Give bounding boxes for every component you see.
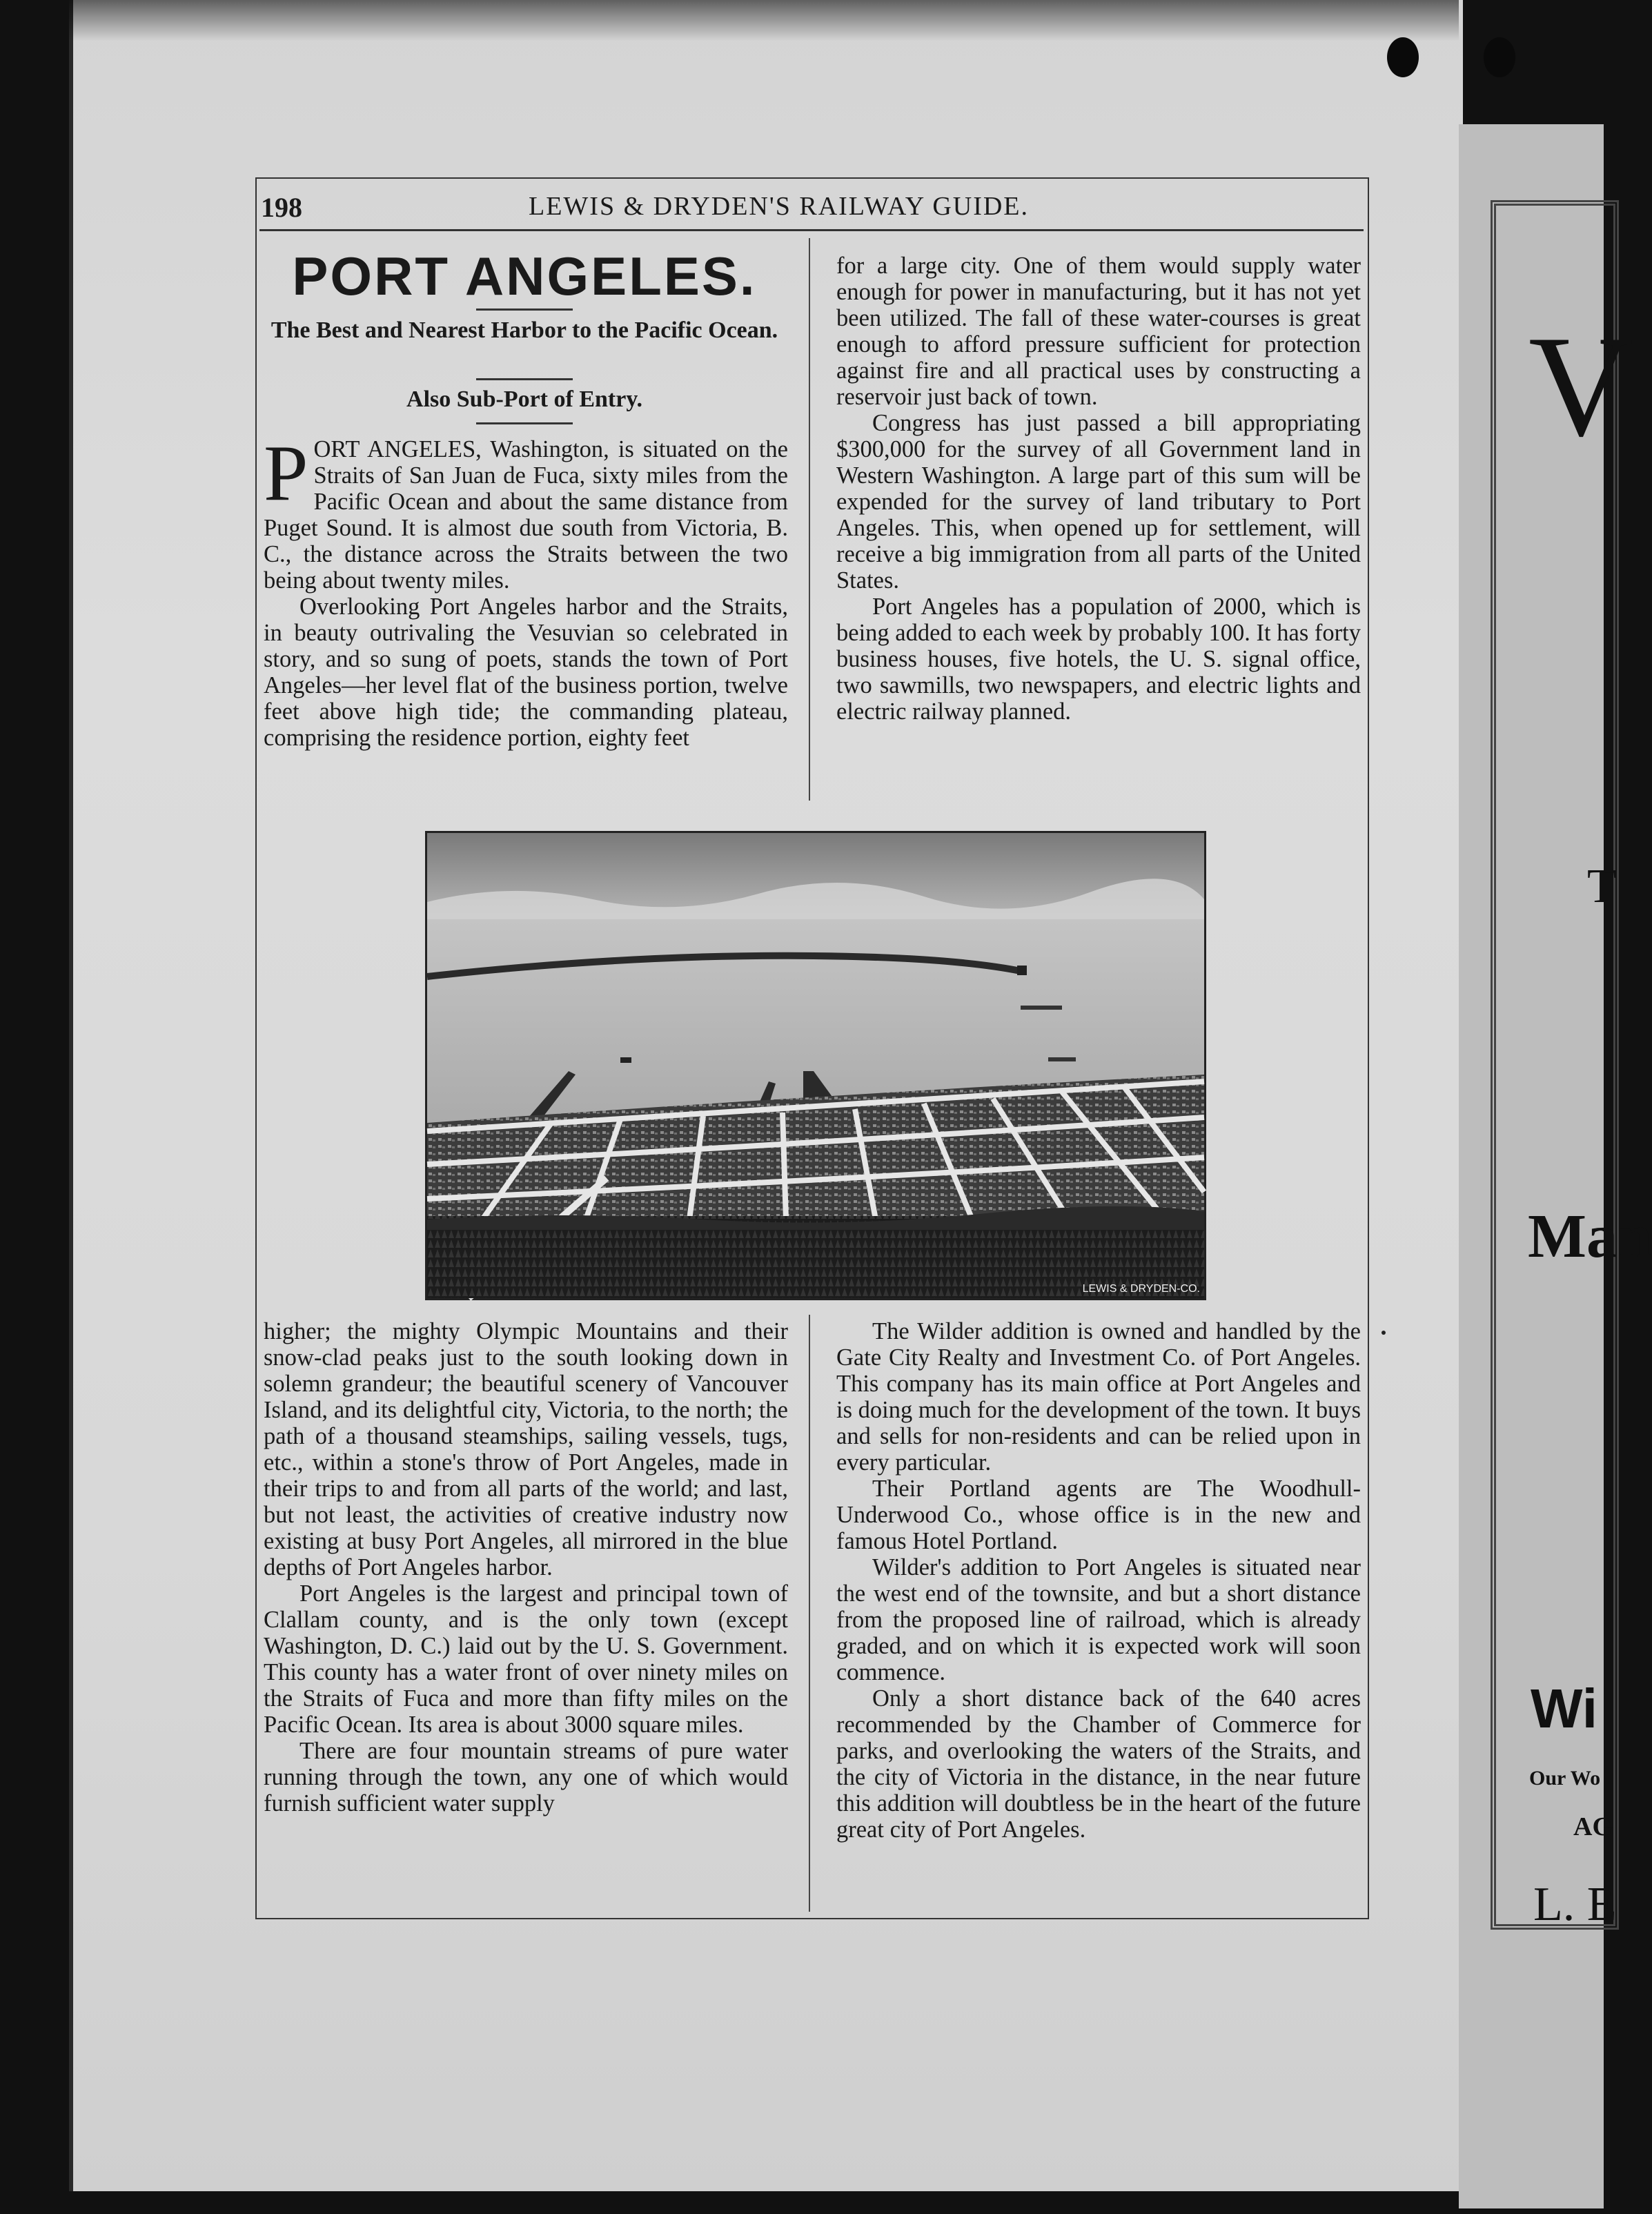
paragraph: Overlooking Port Angeles harbor and the Straits, in beauty outrivaling the Vesuvian so celebrated in story, and so sung of poets, stands the town of Port Angeles—her level flat of the business portion, twelve feet above high tide; the commanding plateau, comprising the residence portion, eighty feet bbox=[264, 594, 788, 751]
punch-hole bbox=[1387, 37, 1419, 77]
paragraph: Port Angeles has a population of 2000, which is being added to each week by probably 100. It has forty business houses, five hotels, the U. S. signal office, two sawmills, two newspapers, and electric lights and electric railway planned. bbox=[836, 594, 1361, 725]
text-column-2 bbox=[836, 253, 1361, 725]
illustration-credit: LEWIS & DRYDEN-CO. bbox=[1082, 1283, 1200, 1295]
adjacent-fragment: T bbox=[1587, 860, 1617, 913]
column-rule bbox=[809, 238, 810, 801]
running-header bbox=[259, 191, 1359, 223]
harbor-engraving bbox=[427, 833, 1204, 1298]
paragraph: Only a short distance back of the 640 acres recommended by the Chamber of Commerce for parks, and overlooking the waters of the Straits, and the city of Victoria in the distance, in the near future this addition will doubtless be in the heart of the future great city of Port Angeles. bbox=[836, 1685, 1361, 1843]
subtitle-rule bbox=[476, 422, 573, 424]
text-column-3 bbox=[264, 1318, 788, 1816]
header-rule bbox=[259, 229, 1364, 231]
paragraph bbox=[264, 429, 788, 594]
adjacent-fragment: V bbox=[1528, 306, 1633, 467]
article-subtitle: The Best and Nearest Harbor to the Pacific Ocean. bbox=[271, 317, 778, 343]
adjacent-fragment: Wi bbox=[1531, 1678, 1598, 1739]
ink-dot bbox=[1381, 1331, 1386, 1335]
running-head-title: LEWIS & DRYDEN'S RAILWAY GUIDE. bbox=[529, 192, 1030, 221]
title-rule bbox=[476, 308, 573, 311]
text-column-4 bbox=[836, 1318, 1361, 1843]
subtitle-rule bbox=[476, 378, 573, 380]
paragraph: for a large city. One of them would supply water enough for power in manufacturing, but it has not yet been utilized. The fall of these water-courses is great enough to afford pressure sufficient for protection against fire and all practical uses by constructing a reservoir just back of town. bbox=[836, 253, 1361, 410]
port-angeles-illustration bbox=[425, 831, 1206, 1300]
page-top-shadow bbox=[69, 0, 1459, 41]
paragraph: The Wilder addition is owned and handled by the Gate City Realty and Investment Co. of Port Angeles. This company has its main office at Port Angeles and is doing much for the development of the town. It buys and sells for non-residents and can be relied upon in every particular. bbox=[836, 1318, 1361, 1476]
page-number: 198 bbox=[261, 192, 302, 223]
text-column-1 bbox=[264, 429, 788, 751]
paragraph: Port Angeles is the largest and principal town of Clallam county, and is the only town (except Washington, D. C.) laid out by the U. S. Government. This county has a water front of over ninety miles on the Straits of Fuca and more than fifty miles on the Pacific Ocean. Its area is about 3000 square miles. bbox=[264, 1580, 788, 1738]
paragraph: Congress has just passed a bill appropriating $300,000 for the survey of all Government land in Western Washington. A large part of this sum will be expended for the survey of land tributary to Port Angeles. This, when opened up for settlement, will receive a big immigration from all parts of the United States. bbox=[836, 410, 1361, 594]
adjacent-fragment: Our Wo bbox=[1529, 1767, 1601, 1790]
drop-cap: P bbox=[264, 429, 308, 518]
paragraph-text: ORT ANGELES, Washington, is situated on the Straits of San Juan de Fuca, sixty miles from the Pacific Ocean and about the same distance from Puget Sound. It is almost due south from Victoria, B. C., the distance across the Straits between the two being about twenty miles. bbox=[264, 436, 788, 594]
adjacent-fragment: L. E bbox=[1533, 1878, 1617, 1931]
article-subtitle-2: Also Sub-Port of Entry. bbox=[406, 386, 642, 412]
punch-hole bbox=[1484, 37, 1515, 77]
paragraph: Their Portland agents are The Woodhull-Underwood Co., whose office is in the new and famous Hotel Portland. bbox=[836, 1476, 1361, 1554]
paragraph: There are four mountain streams of pure water running through the town, any one of which would furnish sufficient water supply bbox=[264, 1738, 788, 1816]
article-title: PORT ANGELES. bbox=[292, 246, 757, 306]
adjacent-fragment: AG bbox=[1573, 1812, 1613, 1841]
paragraph: Wilder's addition to Port Angeles is situated near the west end of the townsite, and but a short distance from the proposed line of railroad, which is already graded, and on which it is expected work will soon commence. bbox=[836, 1554, 1361, 1685]
adjacent-fragment: Man bbox=[1528, 1202, 1652, 1271]
column-rule bbox=[809, 1315, 810, 1912]
paragraph: higher; the mighty Olympic Mountains and their snow-clad peaks just to the south looking down in solemn grandeur; the beautiful scenery of Vancouver Island, and its delightful city, Victoria, to the north; the path of a thousand steamships, sailing vessels, tugs, etc., within a stone's throw of Port Angeles, made in their trips to and from all parts of the world; and last, but not least, the activities of creative industry now existing at busy Port Angeles, all mirrored in the blue depths of Port Angeles harbor. bbox=[264, 1318, 788, 1580]
